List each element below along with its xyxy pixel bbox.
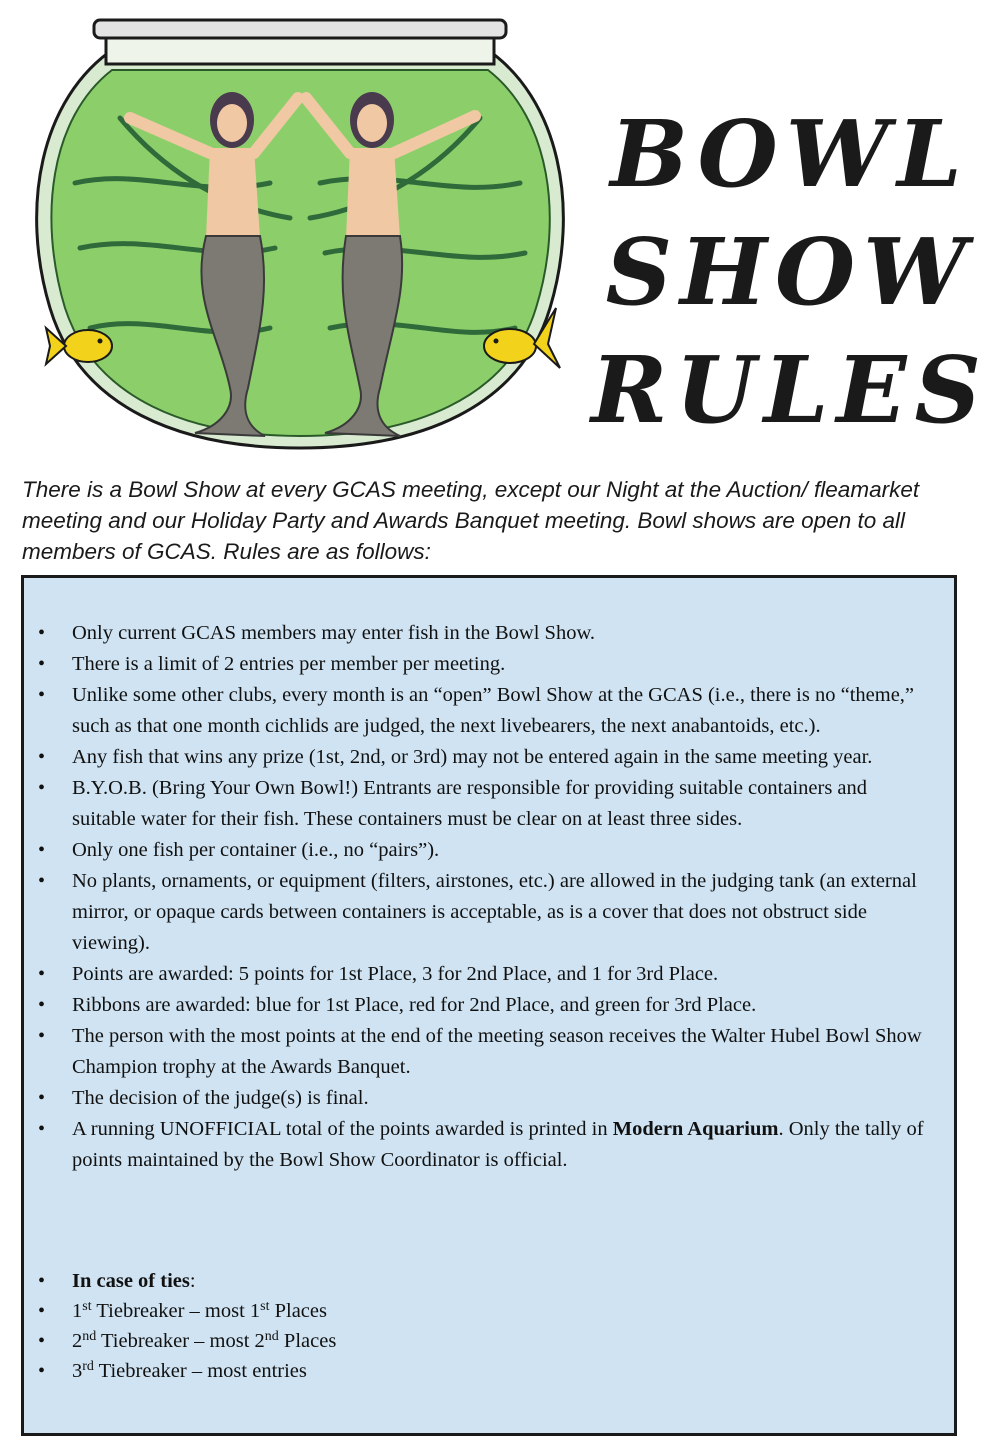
ties-heading: • In case of ties: xyxy=(24,1266,954,1296)
rule-item: • The person with the most points at the end of the meeting season receives the Walter Hubel Bowl Show Champion trophy at the Awards Banquet. xyxy=(24,1021,954,1083)
rule-item: • Ribbons are awarded: blue for 1st Place, red for 2nd Place, and green for 3rd Place. xyxy=(24,990,954,1021)
running-total-text: A running UNOFFICIAL total of the points awarded is printed in xyxy=(72,1118,613,1140)
rule-item: • There is a limit of 2 entries per member per meeting. xyxy=(24,649,954,680)
rule-item-running-total xyxy=(24,1114,954,1176)
intro-paragraph: There is a Bowl Show at every GCAS meeting, except our Night at the Auction/ fleamarket meeting and our Holiday Party and Awards Banquet meeting. Bowl shows are open to all members of GCAS. Rules are as follows: xyxy=(22,477,920,564)
title-line-3: RULES xyxy=(591,336,989,444)
tiebreaker-item: • 2nd Tiebreaker – most 2nd Places xyxy=(24,1326,954,1356)
running-total-text-end: . Only the tally of points maintained by the Bowl Show Coordinator is official. xyxy=(72,1118,924,1171)
title-line-2: SHOW xyxy=(605,218,975,326)
rules-box xyxy=(21,575,957,1436)
rule-item: • Unlike some other clubs, every month is an “open” Bowl Show at the GCAS (i.e., there is no “theme,” such as that one month cichlids are judged, the next livebearers, the next anabantoids, etc.). xyxy=(24,680,954,742)
rule-item: • Only one fish per container (i.e., no “pairs”). xyxy=(24,835,954,866)
rule-item: • No plants, ornaments, or equipment (filters, airstones, etc.) are allowed in the judging tank (an external mirror, or opaque cards between containers is acceptable, as is a cover that does not obstruct side viewing). xyxy=(24,866,954,959)
goldfish-left xyxy=(46,328,112,364)
page-title xyxy=(590,95,990,449)
title-line-1: BOWL xyxy=(610,100,970,208)
rule-item: • Points are awarded: 5 points for 1st Place, 3 for 2nd Place, and 1 for 3rd Place. xyxy=(24,959,954,990)
rules-list xyxy=(24,618,954,1176)
tiebreaker-item: • 3rd Tiebreaker – most entries xyxy=(24,1356,954,1386)
rule-item: • B.Y.O.B. (Bring Your Own Bowl!) Entrants are responsible for providing suitable containers and suitable water for their fish. These containers must be clear on at least three sides. xyxy=(24,773,954,835)
tiebreaker-item: • 1st Tiebreaker – most 1st Places xyxy=(24,1296,954,1326)
fishbowl-mermaids-illustration xyxy=(20,8,580,463)
modern-aquarium-title: Modern Aquarium xyxy=(612,1118,779,1140)
rule-item: • The decision of the judge(s) is final. xyxy=(24,1083,954,1114)
rule-item: • Only current GCAS members may enter fish in the Bowl Show. xyxy=(24,618,954,649)
ties-list xyxy=(24,1266,954,1386)
rule-item: • Any fish that wins any prize (1st, 2nd, or 3rd) may not be entered again in the same meeting year. xyxy=(24,742,954,773)
